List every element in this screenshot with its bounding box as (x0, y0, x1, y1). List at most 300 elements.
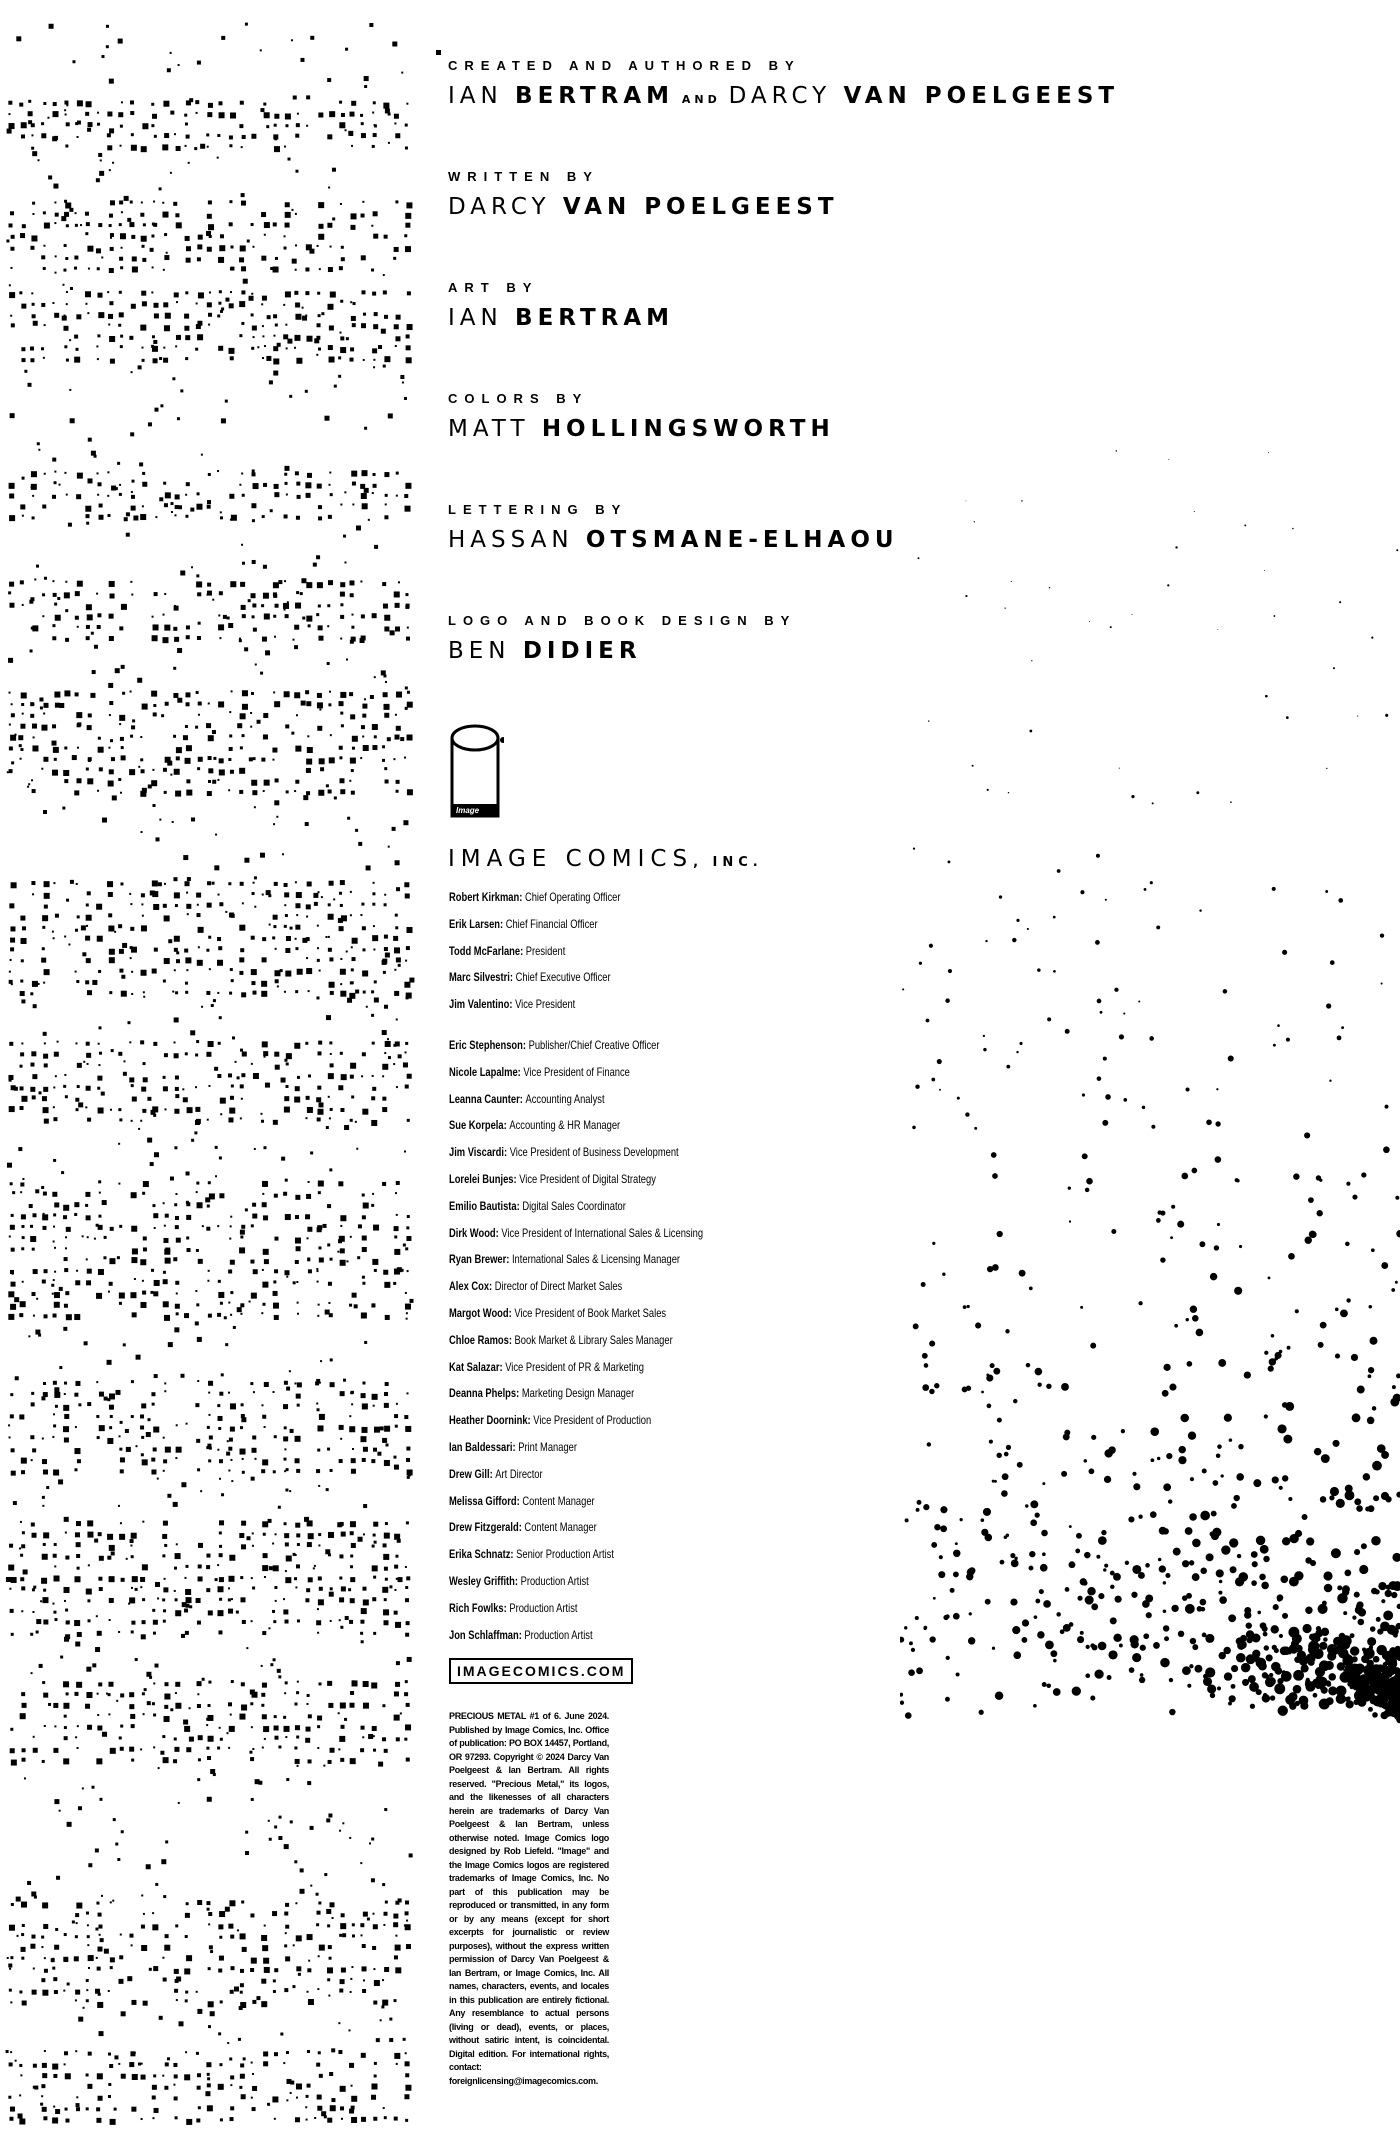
dot (109, 1258, 115, 1264)
dot (339, 1989, 343, 1993)
dot (349, 1620, 353, 1624)
dot (355, 829, 358, 832)
particle (1077, 1636, 1084, 1643)
dot (159, 187, 162, 190)
particle (1100, 1011, 1103, 1014)
dot (64, 1958, 68, 1962)
particle (979, 1710, 984, 1715)
dot (362, 1382, 365, 1385)
dot (385, 1522, 388, 1525)
dot (345, 129, 347, 131)
dot (57, 1041, 59, 1043)
dot (240, 1426, 243, 1429)
dot (338, 1181, 343, 1186)
dot (241, 322, 244, 325)
particle (960, 1518, 963, 1521)
particle (1234, 1287, 1242, 1295)
dot (97, 112, 99, 114)
dot (164, 1315, 170, 1321)
particle (1187, 1684, 1191, 1688)
dot (198, 702, 202, 706)
dot (296, 2097, 298, 2099)
dot (21, 1214, 26, 1219)
dot (11, 761, 14, 764)
staff-name: Melissa Gifford (449, 1493, 517, 1508)
dot (384, 1620, 389, 1625)
dot (406, 345, 411, 350)
dot (151, 1110, 156, 1115)
dot (174, 1567, 177, 1570)
dot (361, 1075, 363, 1077)
dot (208, 735, 214, 741)
dot (175, 991, 178, 994)
particle (1336, 1499, 1345, 1508)
dot (261, 256, 266, 261)
dot (361, 290, 365, 294)
dot (197, 592, 201, 596)
dot (54, 313, 59, 318)
particle (1265, 695, 1268, 698)
dot (54, 1575, 60, 1581)
dot (61, 216, 66, 221)
dot (220, 234, 224, 238)
dot (185, 982, 188, 985)
dot (307, 1227, 312, 1232)
dot (344, 561, 346, 563)
dot (403, 2038, 406, 2041)
dot (351, 614, 353, 616)
dot (173, 202, 177, 206)
staff-item (449, 1166, 706, 1193)
dot (142, 505, 144, 507)
dot (242, 614, 246, 618)
dot (32, 495, 34, 497)
dot (252, 1748, 254, 1750)
particle (1352, 1615, 1356, 1619)
dot (272, 759, 274, 761)
dot (261, 212, 266, 217)
dot (130, 946, 133, 949)
particle (1156, 925, 1160, 929)
particle (968, 1637, 975, 1644)
dot (108, 892, 113, 897)
dot (228, 758, 231, 761)
particle (1033, 1704, 1037, 1708)
dot (140, 1586, 142, 1588)
website-link[interactable]: IMAGECOMICS.COM (449, 1658, 633, 1684)
staff-name: Deanna Phelps (449, 1386, 517, 1401)
dot (405, 1051, 407, 1053)
particle (1097, 999, 1102, 1004)
dot (274, 124, 277, 127)
dot (408, 1725, 410, 1727)
particle (1029, 1286, 1033, 1290)
particle (1084, 1459, 1087, 1462)
dot (143, 223, 146, 226)
dot (35, 1330, 40, 1335)
dot (283, 1436, 288, 1441)
dot (99, 2031, 104, 2036)
dot (77, 1459, 81, 1463)
dot (239, 2006, 243, 2010)
dot (278, 1836, 282, 1840)
particle (981, 1518, 985, 1522)
dot (253, 628, 257, 632)
dot (286, 2051, 289, 2054)
dot (44, 223, 50, 229)
particle (1218, 1359, 1226, 1367)
dot (351, 471, 357, 477)
particle (1308, 1197, 1314, 1203)
particle (1016, 919, 1019, 922)
dot (153, 1966, 158, 1971)
dot (41, 1946, 43, 1948)
dot (31, 1051, 36, 1056)
dot (330, 1902, 335, 1907)
particle (1101, 1530, 1106, 1535)
dot (22, 926, 26, 930)
dot (318, 202, 324, 208)
dot (352, 1934, 355, 1937)
dot (363, 1599, 369, 1605)
dot (108, 2053, 111, 2056)
dot (219, 1520, 224, 1525)
particle (1228, 1055, 1234, 1061)
particle (1356, 1505, 1363, 1512)
dot (206, 1724, 208, 1726)
dot (21, 122, 27, 128)
dot (254, 906, 256, 908)
particle (1077, 1596, 1082, 1601)
particle (1231, 1684, 1236, 1689)
dot (382, 1075, 384, 1077)
dot (340, 789, 345, 794)
dot (400, 375, 404, 379)
dot (118, 1505, 120, 1507)
dot (118, 2063, 120, 2065)
dot (351, 1458, 356, 1463)
dot (284, 1692, 286, 1694)
particle (1288, 1692, 1297, 1701)
dot (22, 604, 24, 606)
dot (142, 1564, 148, 1570)
particle (1238, 1444, 1243, 1449)
dot (348, 131, 353, 136)
dot (373, 1225, 379, 1231)
dot (134, 2052, 136, 2054)
dot (361, 133, 366, 138)
particle (1368, 1374, 1372, 1378)
dot (340, 1225, 342, 1227)
dot (339, 1736, 345, 1742)
particle (1380, 933, 1384, 937)
dot (340, 969, 346, 975)
dot (132, 266, 138, 272)
dot (42, 1505, 44, 1507)
dot (239, 334, 242, 337)
dot (54, 1247, 56, 1249)
dot (239, 124, 243, 128)
particle (945, 998, 950, 1003)
dot (237, 1929, 239, 1931)
dot (52, 495, 56, 499)
dot (185, 1589, 191, 1595)
dot (140, 1414, 144, 1418)
dot (109, 614, 114, 619)
dot (72, 755, 77, 760)
particle (1300, 1702, 1308, 1710)
dot (165, 1447, 171, 1453)
particle (987, 789, 989, 791)
dot (88, 122, 93, 127)
credit-name-part: HASSAN (448, 527, 586, 553)
dot (160, 404, 163, 407)
particle (926, 1019, 930, 1023)
dot (240, 1230, 245, 1235)
dot (229, 992, 232, 995)
credit-name (448, 638, 1168, 664)
dot (286, 1468, 289, 1471)
dot (231, 1966, 235, 1970)
dot (206, 1747, 209, 1750)
dot (177, 417, 180, 420)
dot (308, 624, 311, 627)
dot (374, 997, 379, 1002)
dot (138, 365, 142, 369)
dot (286, 936, 291, 941)
dot (371, 2083, 377, 2089)
dot (372, 1913, 374, 1915)
particle (1105, 1094, 1111, 1100)
staff-separator: : (522, 1037, 529, 1052)
dot (65, 1236, 67, 1238)
dot (160, 1751, 164, 1755)
dot (119, 949, 124, 954)
dot (31, 881, 35, 885)
dot (195, 100, 199, 104)
dot (329, 472, 331, 474)
dot (129, 893, 131, 895)
dot (141, 831, 143, 833)
particle (1064, 1430, 1070, 1436)
dot (404, 757, 406, 759)
dot (350, 640, 354, 644)
dot (342, 1933, 346, 1937)
dot (274, 1315, 279, 1320)
particle (1236, 1179, 1239, 1182)
dot (340, 1979, 345, 1984)
dot (247, 1536, 251, 1540)
particle (1282, 1613, 1288, 1619)
dot (41, 303, 45, 307)
staff-title: Production Artist (520, 1573, 589, 1588)
dot (302, 938, 307, 943)
dot (77, 778, 82, 783)
dot (65, 1291, 69, 1295)
dot (328, 1096, 330, 1098)
dot (241, 1682, 245, 1686)
staff-separator: : (527, 1413, 534, 1428)
dot (212, 780, 216, 784)
dot (260, 853, 265, 858)
dot (120, 792, 122, 794)
dot (198, 1259, 203, 1264)
particle (938, 1571, 945, 1578)
dot (36, 1630, 39, 1633)
dot (368, 1734, 373, 1739)
dot (131, 371, 133, 373)
dot (119, 1292, 125, 1298)
dot (130, 100, 134, 104)
dot (165, 313, 171, 319)
dot (350, 1703, 355, 1708)
dot (217, 1449, 219, 1451)
dot (119, 723, 121, 725)
dot (44, 1969, 48, 1973)
dot (44, 324, 46, 326)
dot (53, 2106, 55, 2108)
dot (363, 1912, 368, 1917)
dot (382, 1438, 387, 1443)
particle (1210, 1531, 1215, 1536)
dot (42, 2073, 47, 2078)
dot (334, 796, 337, 799)
dot (64, 1637, 69, 1642)
particle (1368, 1367, 1374, 1373)
dot (163, 1620, 166, 1623)
dot (338, 2022, 340, 2024)
dot (298, 1973, 301, 1976)
dot (289, 1370, 291, 1372)
dot (131, 495, 135, 499)
dot (228, 882, 231, 885)
dot (349, 1304, 352, 1307)
dot (395, 926, 398, 929)
dot (242, 135, 246, 139)
dot (237, 723, 242, 728)
particle (1163, 1364, 1170, 1371)
particle (995, 1692, 1003, 1700)
dot (217, 1610, 223, 1616)
credit-name (448, 527, 1168, 553)
dot (197, 1380, 199, 1382)
dot (95, 1928, 98, 1931)
particle (1180, 1414, 1189, 1423)
dot (6, 2050, 9, 2053)
dot (75, 971, 77, 973)
dot (198, 2106, 201, 2109)
dot (310, 1826, 314, 1830)
dot (98, 153, 102, 157)
dot (295, 2117, 300, 2122)
dot (240, 948, 244, 952)
dot (284, 1381, 288, 1385)
dot (283, 1716, 286, 1719)
dot (154, 313, 159, 318)
dot (96, 1957, 98, 1959)
dot (339, 101, 342, 104)
dot (80, 224, 82, 226)
dot (219, 1911, 225, 1917)
particle (937, 1059, 942, 1064)
dot (383, 290, 387, 294)
dot (42, 1760, 45, 1763)
dot (218, 346, 223, 351)
dot (242, 704, 248, 710)
dot (284, 1458, 287, 1461)
dot (185, 1604, 189, 1608)
dot (152, 266, 154, 268)
dot (307, 2084, 311, 2088)
particle (1030, 1500, 1038, 1508)
dot (252, 1586, 255, 1589)
dot (152, 2085, 157, 2090)
dot (54, 222, 56, 224)
dot (383, 1609, 389, 1615)
dot (251, 1798, 254, 1801)
dot (162, 637, 168, 643)
dot (264, 112, 270, 118)
dot (292, 639, 294, 641)
particle (1257, 1611, 1261, 1615)
particle (1381, 1599, 1385, 1603)
dot (120, 345, 123, 348)
dot (378, 345, 382, 349)
particle (1160, 1658, 1170, 1668)
dot (318, 1102, 323, 1107)
dot (307, 1934, 313, 1940)
dot (218, 1969, 222, 1973)
particle (1182, 1595, 1188, 1601)
dot (307, 1694, 310, 1697)
dot (54, 1392, 60, 1398)
particle (1214, 1245, 1219, 1250)
dot (261, 1404, 263, 1406)
particle (1140, 1673, 1144, 1677)
particle (1361, 1172, 1366, 1177)
dot (228, 1447, 232, 1451)
dot (330, 1382, 335, 1387)
dot (207, 1119, 209, 1121)
dot (142, 359, 145, 362)
dot (52, 302, 54, 304)
dot (384, 626, 389, 631)
dot (252, 560, 256, 564)
particle (1343, 1669, 1347, 1673)
dot (206, 1554, 210, 1558)
dot (343, 1379, 346, 1382)
dot (108, 323, 110, 325)
dot (324, 1873, 327, 1876)
dot (9, 1968, 11, 1970)
particle (905, 1518, 909, 1522)
dot (228, 1924, 233, 1929)
dot (361, 323, 366, 328)
dot (86, 1042, 90, 1046)
dot (129, 336, 133, 340)
dot (47, 117, 49, 119)
dot (290, 1820, 293, 1823)
dot (16, 1897, 21, 1902)
dot (263, 1249, 269, 1255)
dot (252, 790, 257, 795)
staff-name: Drew Fitzgerald (449, 1520, 519, 1535)
dot (63, 269, 66, 272)
dot (202, 1678, 205, 1681)
dot (109, 1405, 114, 1410)
dot (97, 123, 100, 126)
dot (175, 1703, 181, 1709)
